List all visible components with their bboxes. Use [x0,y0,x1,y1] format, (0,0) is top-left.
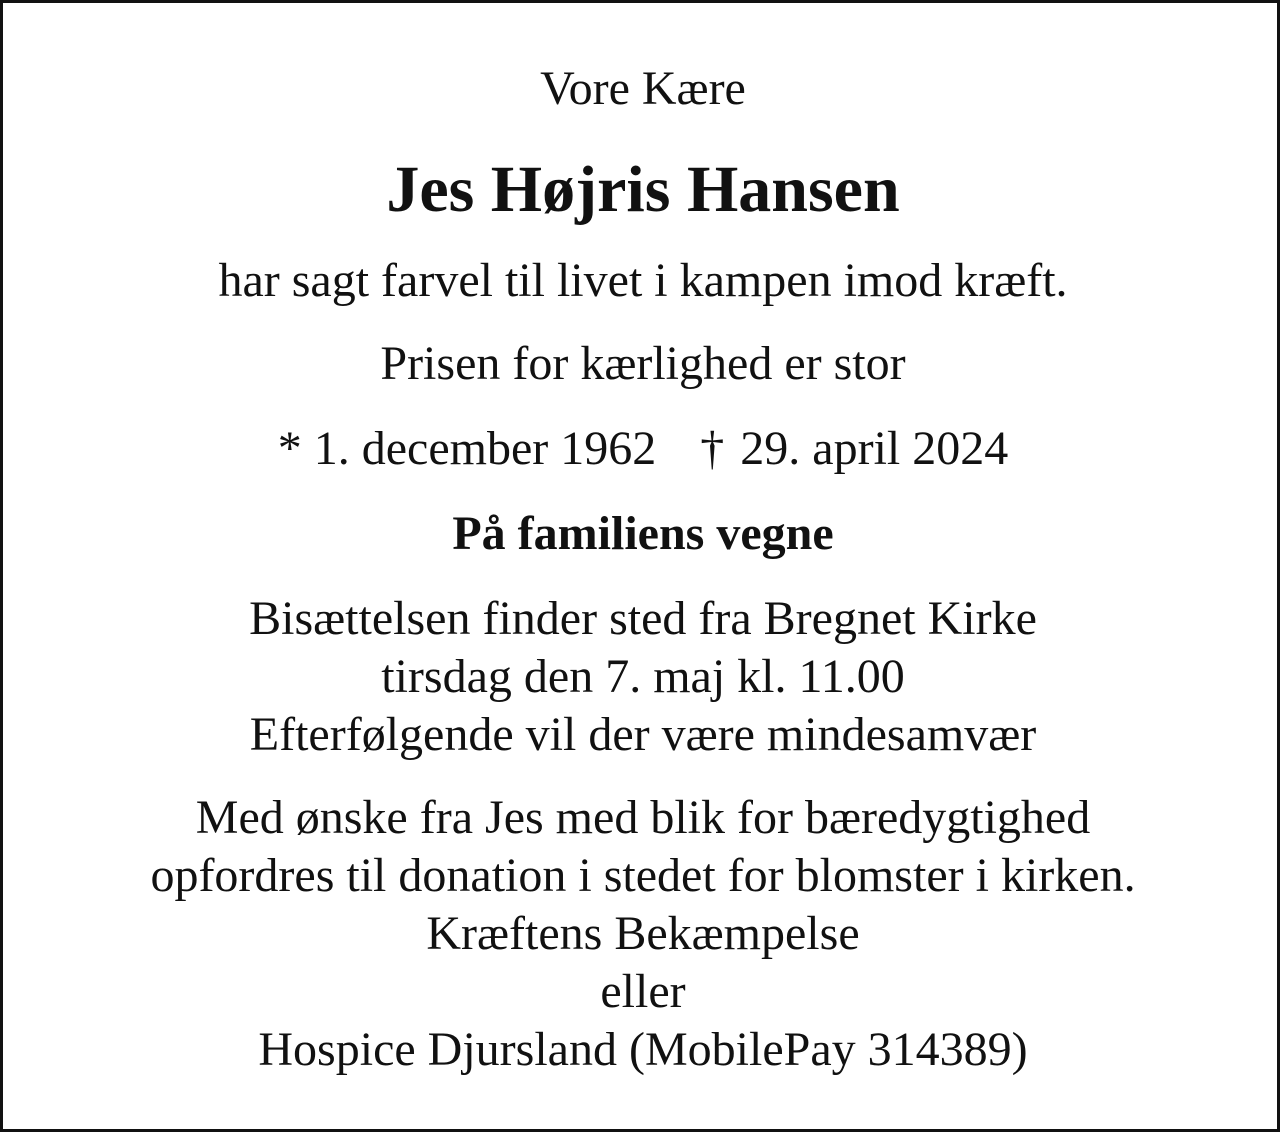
donation-line: eller [600,965,686,1018]
death-cross-icon: † [700,422,725,475]
birth-symbol: * [277,422,302,475]
intro-text: Vore Kære [540,62,746,115]
funeral-line: Bisættelsen finder sted fra Bregnet Kirke [249,592,1037,645]
motto-text: Prisen for kærlighed er stor [380,337,906,390]
death-date: 29. april 2024 [740,422,1009,475]
deceased-name: Jes Højris Hansen [386,153,900,226]
birth-date: 1. december 1962 [313,422,657,475]
donation-line: Med ønske fra Jes med blik for bæredygtighed [195,791,1091,844]
family-signature: På familiens vegne [452,507,834,560]
donation-line: Kræftens Bekæmpelse [426,907,860,960]
funeral-line: tirsdag den 7. maj kl. 11.00 [381,650,905,703]
life-dates [3,422,1280,475]
donation-line: Hospice Djursland (MobilePay 314389) [258,1023,1028,1076]
donation-line: opfordres til donation i stedet for blomster i kirken. [150,849,1136,902]
funeral-line: Efterfølgende vil der være mindesamvær [249,708,1037,761]
tagline-text: har sagt farvel til livet i kampen imod kræft. [218,254,1068,307]
